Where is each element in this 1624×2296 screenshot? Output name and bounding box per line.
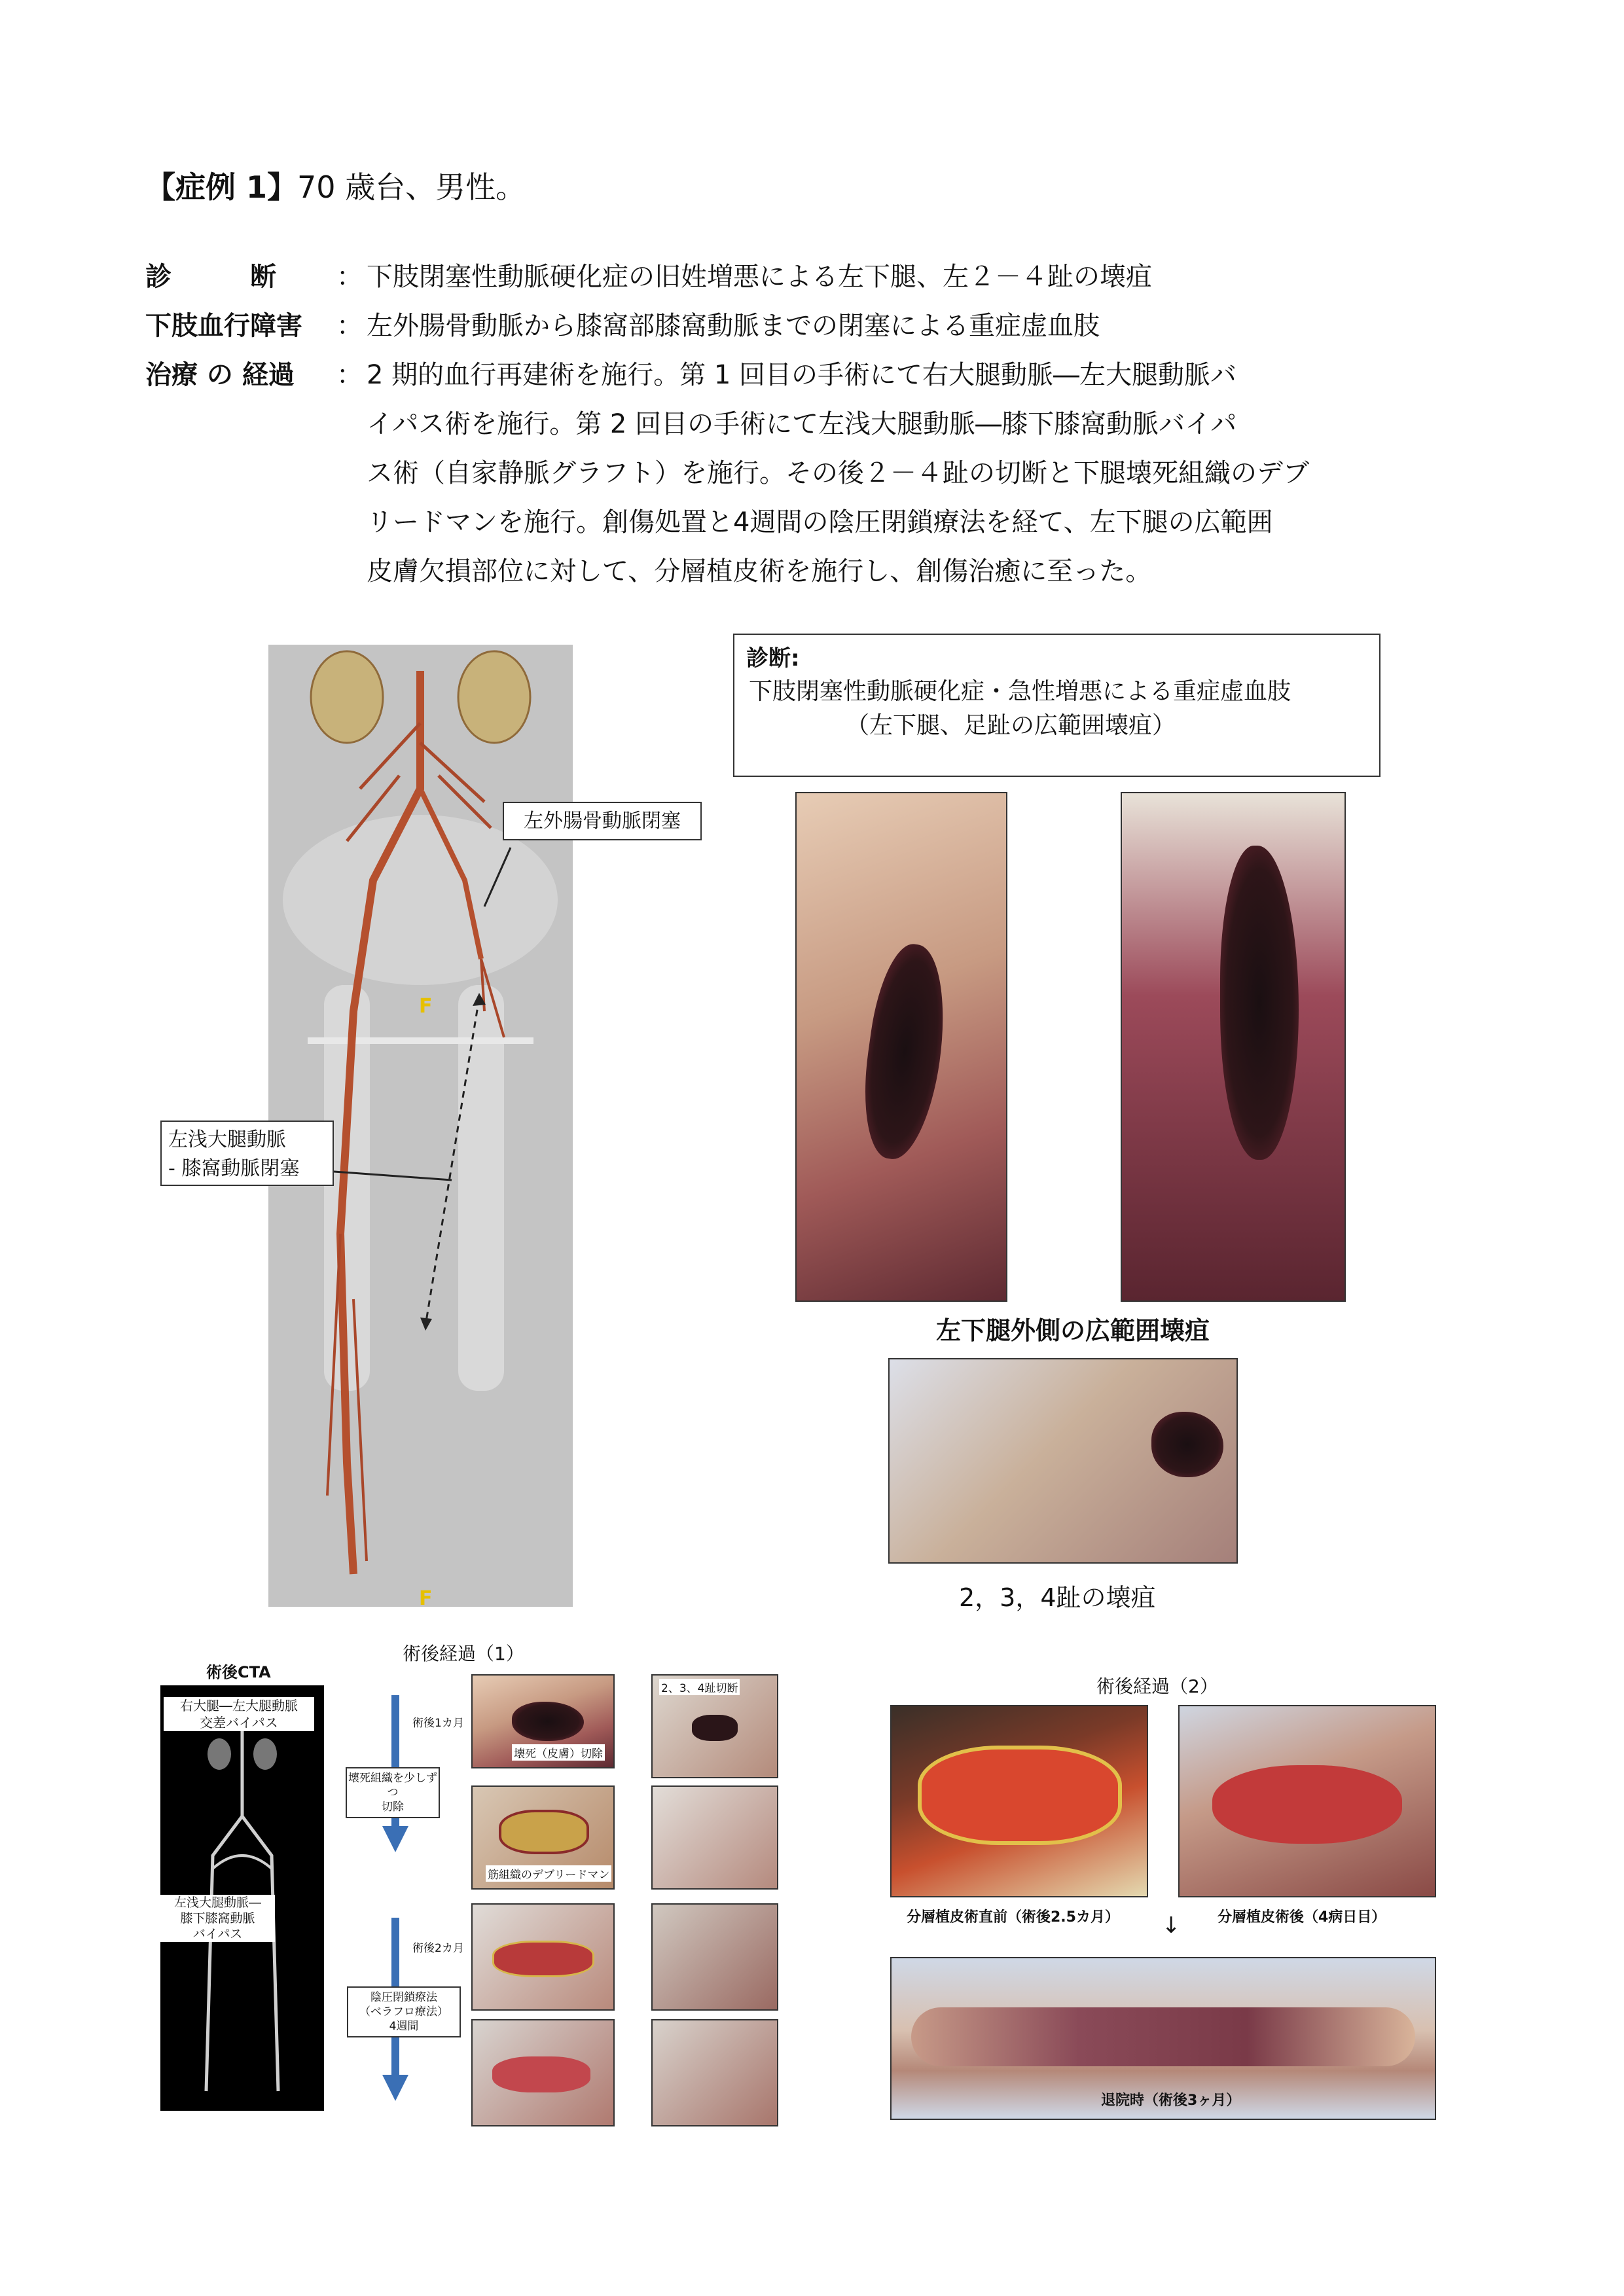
graft-area (1212, 1765, 1402, 1844)
diagnosis-line1: 下肢閉塞性動脈硬化症・急性増悪による重症虚血肢 (749, 678, 1291, 705)
row-label: 治療 の 経過 (145, 360, 295, 390)
postop-cta-label2: 左浅大腿動脈― 膝下膝窩動脈 バイパス (160, 1895, 275, 1942)
necrosis-area (1151, 1412, 1223, 1477)
case-title-rest: 70 歳台、男性。 (297, 170, 526, 205)
cta-marker: F (419, 995, 433, 1018)
course2-caption-right: 分層植皮術後（4病日目） (1218, 1909, 1386, 1926)
photo-course2-before-graft (890, 1705, 1148, 1897)
photo-toes-d (651, 2019, 778, 2126)
label-iliac-occlusion: 左外腸骨動脈閉塞 (503, 802, 702, 840)
photo-foot (888, 1358, 1238, 1564)
photo-course2-discharge (890, 1957, 1436, 2120)
wound-area (492, 1941, 594, 1977)
treatment-line: 皮膚欠損部位に対して、分層植皮術を施行し、創傷治癒に至った。 (367, 556, 1152, 586)
caption-toes: 2，3，4趾の壊疽 (959, 1583, 1156, 1612)
postop-cta-image (160, 1685, 324, 2111)
healed-leg (911, 2007, 1415, 2066)
photo-toes-a (651, 1674, 778, 1778)
diagnosis-box (733, 634, 1380, 777)
photo-course1-c (471, 1903, 615, 2011)
caption-leg: 左下腿外側の広範囲壊疽 (936, 1316, 1210, 1345)
row-colon: ： (336, 311, 363, 341)
photo-leg-right (1121, 792, 1346, 1302)
treatment-line: リードマンを施行。創傷処置と4週間の陰圧閉鎖療法を経て、左下腿の広範囲 (367, 507, 1273, 537)
label-sfa-line1: 左浅大腿動脈 (168, 1128, 286, 1151)
photo-label: 筋組織のデブリードマン (486, 1865, 611, 1882)
wound-area (499, 1810, 589, 1854)
label-sfa-occlusion (160, 1121, 334, 1186)
course2-title: 術後経過（2） (1096, 1676, 1218, 1697)
label-sfa-line2: - 膝窩動脈閉塞 (168, 1157, 300, 1180)
photo-course1-d (471, 2019, 615, 2126)
case-title-bold: 【症例 1】 (145, 170, 298, 205)
necrosis-area (854, 940, 956, 1164)
treatment-line: イパス術を施行。第 2 回目の手術にて左浅大腿動脈―膝下膝窩動脈バイパ (367, 409, 1237, 439)
wound-area (492, 2056, 590, 2092)
necrosis-area (1220, 846, 1299, 1160)
course1-step1: 壊死組織を少しずつ 切除 (346, 1767, 440, 1818)
photo-course1-b (471, 1785, 615, 1890)
course1-step2: 陰圧閉鎖療法 （ベラフロ療法） 4週間 (347, 1986, 461, 2037)
photo-label: 壊死（皮膚）切除 (512, 1744, 605, 1761)
row-value: 左外腸骨動脈から膝窩部膝窩動脈までの閉塞による重症虚血肢 (367, 311, 1100, 341)
necrosis-area (692, 1715, 738, 1741)
course1-month1: 術後1カ月 (412, 1717, 464, 1730)
photo-leg-left (795, 792, 1007, 1302)
course2-caption-left: 分層植皮術直前（術後2.5カ月） (907, 1909, 1119, 1926)
photo-label: 2、3、4趾切断 (659, 1679, 740, 1695)
course2-caption-bottom: 退院時（術後3ヶ月） (1101, 2092, 1241, 2109)
course1-month2: 術後2カ月 (412, 1942, 464, 1955)
wound-area (918, 1746, 1122, 1845)
photo-course1-a (471, 1674, 615, 1768)
course1-title: 術後経過（1） (403, 1643, 524, 1664)
diagnosis-heading: 診断: (746, 645, 800, 672)
row-colon: ： (336, 262, 363, 292)
course1-arrows (380, 1695, 412, 2108)
row-value: 下肢閉塞性動脈硬化症の旧姓増悪による左下腿、左２－４趾の壊疽 (367, 262, 1152, 292)
treatment-line: ス術（自家静脈グラフト）を施行。その後２－４趾の切断と下腿壊死組織のデブ (367, 458, 1309, 488)
necrosis-area (512, 1702, 584, 1741)
row-label: 下肢血行障害 (145, 311, 302, 341)
photo-toes-c (651, 1903, 778, 2011)
cta-marker: F (419, 1587, 433, 1607)
photo-course2-after-graft (1178, 1705, 1436, 1897)
course2-down-arrow: ↓ (1162, 1912, 1181, 1939)
row-label: 診 断 (145, 262, 276, 292)
row-value: 2 期的血行再建術を施行。第 1 回目の手術にて右大腿動脈―左大腿動脈バ (367, 360, 1237, 390)
postop-cta-title: 術後CTA (206, 1663, 271, 1681)
case-title (145, 164, 526, 207)
diagnosis-line2: （左下腿、足趾の広範囲壊疽） (846, 712, 1176, 739)
row-colon: ： (336, 360, 363, 390)
postop-cta-label1: 右大腿―左大腿動脈 交差バイパス (164, 1697, 314, 1731)
photo-toes-b (651, 1785, 778, 1890)
